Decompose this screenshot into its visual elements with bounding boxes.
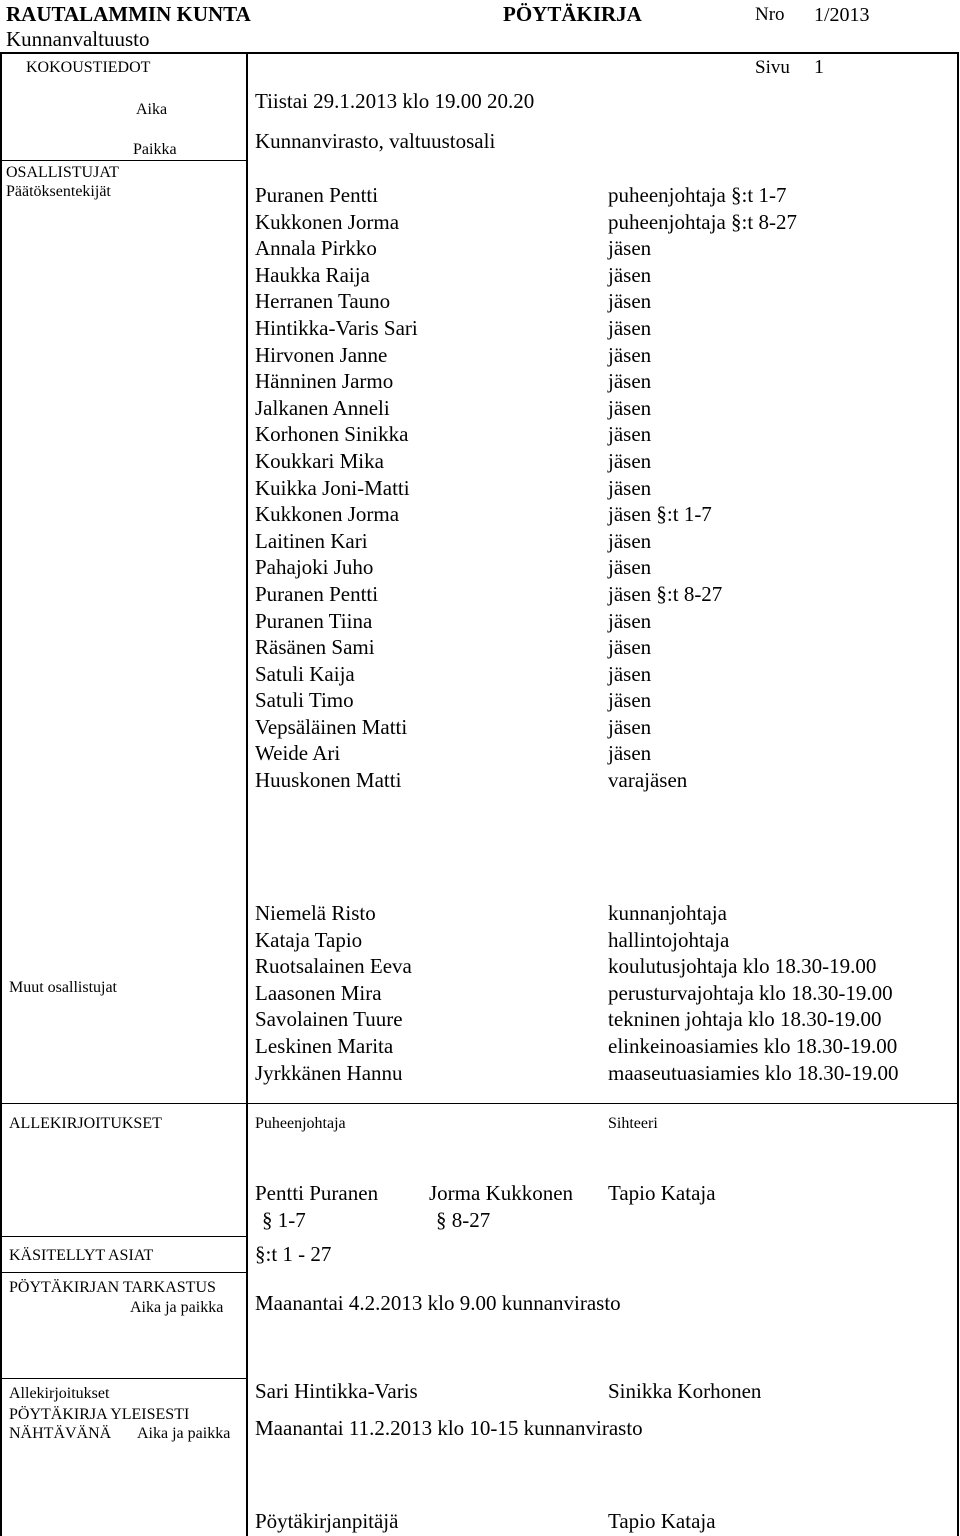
- decision-maker-role: jäsen: [608, 448, 652, 473]
- decision-maker-role: jäsen: [608, 688, 652, 713]
- nro-value: 1/2013: [814, 4, 870, 26]
- decision-makers-names: [255, 182, 418, 794]
- public-label-line2: NÄHTÄVÄNÄ: [9, 1425, 112, 1442]
- decision-maker-role: puheenjohtaja §:t 1-7: [608, 183, 787, 207]
- decision-maker-role: jäsen: [608, 369, 652, 394]
- decision-maker-name: Kuikka Joni-Matti: [255, 475, 410, 500]
- decision-maker-role: jäsen: [608, 342, 652, 367]
- review-sublabel: Aika ja paikka: [130, 1299, 224, 1316]
- other-participant-role: hallintojohtaja: [608, 927, 730, 952]
- decision-maker-name: Pahajoki Juho: [255, 555, 374, 580]
- keeper-name: Tapio Kataja: [608, 1509, 716, 1533]
- decision-maker-name: Weide Ari: [255, 741, 341, 766]
- decision-maker-name: Satuli Timo: [255, 688, 354, 713]
- top-border: [0, 52, 959, 54]
- decision-maker-role: jäsen: [608, 528, 652, 553]
- other-participant-role: kunnanjohtaja: [608, 901, 727, 925]
- decision-maker-name: Hirvonen Janne: [255, 342, 388, 367]
- chair-label: Puheenjohtaja: [255, 1115, 346, 1132]
- decision-maker-name: Kukkonen Jorma: [255, 502, 400, 527]
- decision-makers-roles: [608, 182, 797, 794]
- chair2-name: Jorma Kukkonen: [429, 1181, 574, 1205]
- signatures-section-label: ALLEKIRJOITUKSET: [9, 1115, 162, 1132]
- decision-maker-role: jäsen: [608, 236, 652, 261]
- time-label: Aika: [136, 101, 168, 118]
- decision-maker-role: jäsen: [608, 741, 652, 766]
- decision-maker-name: Korhonen Sinikka: [255, 422, 409, 447]
- decision-maker-role: jäsen: [608, 315, 652, 340]
- divider-handled: [0, 1236, 248, 1237]
- decision-maker-role: jäsen: [608, 262, 652, 287]
- divider-review: [0, 1272, 248, 1273]
- place-label: Paikka: [133, 141, 177, 158]
- secretary-label: Sihteeri: [608, 1115, 658, 1132]
- keeper-label: Pöytäkirjanpitäjä: [255, 1509, 399, 1533]
- decision-maker-role: jäsen: [608, 555, 652, 580]
- decision-maker-name: Satuli Kaija: [255, 661, 355, 686]
- other-participant-role: elinkeinoasiamies klo 18.30-19.00: [608, 1033, 898, 1058]
- public-label-line1: PÖYTÄKIRJA YLEISESTI: [9, 1406, 190, 1423]
- meeting-place: Kunnanvirasto, valtuustosali: [255, 129, 496, 153]
- right-border: [957, 52, 959, 1536]
- column-divider: [246, 52, 248, 1536]
- decision-maker-role: jäsen: [608, 395, 652, 420]
- handled-label: KÄSITELLYT ASIAT: [9, 1247, 154, 1264]
- decision-maker-name: Puranen Pentti: [255, 581, 379, 606]
- org-name: RAUTALAMMIN KUNTA: [6, 2, 251, 26]
- decision-maker-name: Annala Pirkko: [255, 236, 377, 261]
- handled-value: §:t 1 - 27: [255, 1242, 332, 1266]
- decision-maker-name: Puranen Pentti: [255, 183, 379, 207]
- other-participant-role: tekninen johtaja klo 18.30-19.00: [608, 1007, 882, 1032]
- decision-maker-role: jäsen: [608, 714, 652, 739]
- body-name: Kunnanvaltuusto: [6, 27, 150, 51]
- other-participant-name: Jyrkkänen Hannu: [255, 1060, 403, 1085]
- decision-maker-role: puheenjohtaja §:t 8-27: [608, 209, 797, 234]
- other-participant-name: Niemelä Risto: [255, 901, 376, 925]
- meeting-time: Tiistai 29.1.2013 klo 19.00 20.20: [255, 89, 535, 113]
- left-border: [0, 52, 2, 1536]
- divider-signatures: [0, 1103, 959, 1104]
- page-label: Sivu: [755, 57, 790, 78]
- nro-label: Nro: [755, 4, 785, 25]
- decision-maker-name: Hänninen Jarmo: [255, 369, 394, 394]
- divider-public: [0, 1378, 248, 1379]
- decision-maker-role: jäsen §:t 8-27: [608, 581, 723, 606]
- review-signatures-label: Allekirjoitukset: [9, 1385, 110, 1402]
- other-participant-role: maaseutuasiamies klo 18.30-19.00: [608, 1060, 899, 1085]
- decision-maker-name: Haukka Raija: [255, 262, 370, 287]
- decision-maker-role: jäsen §:t 1-7: [608, 502, 712, 527]
- public-sublabel: Aika ja paikka: [137, 1425, 231, 1442]
- reviewer2-name: Sinikka Korhonen: [608, 1379, 762, 1403]
- public-value: Maanantai 11.2.2013 klo 10-15 kunnanvirasto: [255, 1416, 643, 1440]
- decision-maker-role: jäsen: [608, 422, 652, 447]
- decision-maker-role: jäsen: [608, 289, 652, 314]
- review-value: Maanantai 4.2.2013 klo 9.00 kunnanvirasto: [255, 1291, 621, 1315]
- decision-maker-name: Puranen Tiina: [255, 608, 373, 633]
- decision-maker-name: Räsänen Sami: [255, 635, 375, 660]
- other-participants-names: [255, 900, 412, 1086]
- decision-maker-name: Laitinen Kari: [255, 528, 368, 553]
- decision-maker-role: jäsen: [608, 608, 652, 633]
- decision-makers-label: Päätöksentekijät: [6, 183, 111, 200]
- reviewer1-name: Sari Hintikka-Varis: [255, 1379, 418, 1403]
- decision-maker-name: Jalkanen Anneli: [255, 395, 390, 420]
- meeting-section-label: KOKOUSTIEDOT: [26, 59, 151, 76]
- other-participant-name: Leskinen Marita: [255, 1033, 394, 1058]
- other-participant-role: koulutusjohtaja klo 18.30-19.00: [608, 954, 877, 979]
- decision-maker-role: varajäsen: [608, 768, 688, 793]
- chair1-range: § 1-7: [262, 1208, 306, 1232]
- decision-maker-name: Vepsäläinen Matti: [255, 714, 408, 739]
- decision-maker-name: Kukkonen Jorma: [255, 209, 400, 234]
- divider-meeting: [0, 160, 248, 161]
- secretary-name: Tapio Kataja: [608, 1181, 716, 1205]
- other-participant-name: Ruotsalainen Eeva: [255, 954, 412, 979]
- decision-maker-role: jäsen: [608, 635, 652, 660]
- other-participant-role: perusturvajohtaja klo 18.30-19.00: [608, 980, 893, 1005]
- other-participant-name: Savolainen Tuure: [255, 1007, 403, 1032]
- decision-maker-name: Koukkari Mika: [255, 448, 384, 473]
- other-participants-roles: [608, 900, 898, 1086]
- page-value: 1: [814, 56, 824, 78]
- other-participant-name: Kataja Tapio: [255, 927, 363, 952]
- others-label: Muut osallistujat: [9, 979, 117, 996]
- review-label: PÖYTÄKIRJAN TARKASTUS: [9, 1279, 216, 1296]
- chair1-name: Pentti Puranen: [255, 1181, 379, 1205]
- decision-maker-role: jäsen: [608, 661, 652, 686]
- decision-maker-name: Herranen Tauno: [255, 289, 391, 314]
- decision-maker-name: Hintikka-Varis Sari: [255, 315, 418, 340]
- participants-section-label: OSALLISTUJAT: [6, 164, 119, 181]
- decision-maker-name: Huuskonen Matti: [255, 768, 402, 793]
- chair2-range: § 8-27: [436, 1208, 491, 1232]
- decision-maker-role: jäsen: [608, 475, 652, 500]
- other-participant-name: Laasonen Mira: [255, 980, 382, 1005]
- doc-type: PÖYTÄKIRJA: [503, 2, 642, 26]
